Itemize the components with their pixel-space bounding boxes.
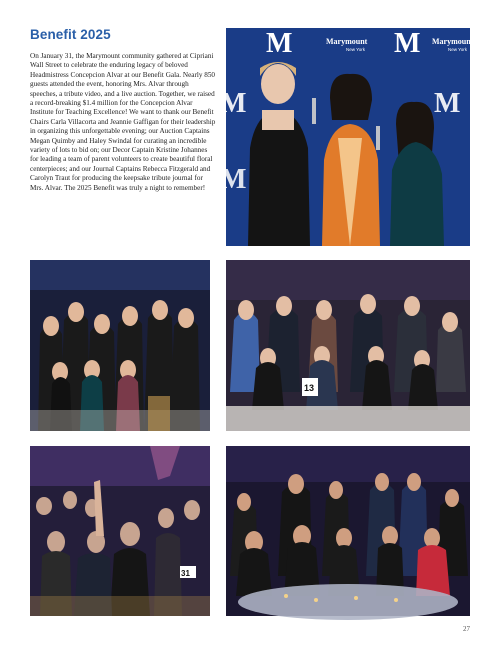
page-number: 27: [463, 625, 470, 633]
photo-table-group: [226, 446, 470, 616]
backdrop-brand-1: Marymount: [326, 37, 368, 46]
page-title: Benefit 2025: [30, 27, 111, 42]
backdrop-brand-2: Marymount: [432, 37, 474, 46]
photo-honoree-group: [220, 28, 474, 246]
photo-auction-crowd-art: [30, 446, 210, 616]
photo-parents-table-art: [226, 260, 470, 431]
svg-text:M: M: [434, 88, 461, 119]
photo-alumnae-group: [30, 260, 210, 431]
backdrop-logo-2: M: [394, 28, 421, 59]
backdrop-brand-sub-1: New York: [346, 47, 366, 52]
photo-table-group-art: [226, 446, 470, 616]
table-number-card-31: 31: [181, 569, 190, 578]
svg-text:M: M: [220, 88, 247, 119]
photo-auction-crowd: [30, 446, 210, 616]
backdrop-brand-sub-2: New York: [448, 47, 468, 52]
backdrop-logo-1: M: [266, 28, 293, 59]
photo-parents-table: [226, 260, 470, 431]
article-body: On January 31, the Marymount community gathered at Cipriani Wall Street to celebrate the enduring legacy of beloved Headmistress Concepcion Alvar at our Benefit Gala. Nearly 850 guests attended the event, honoring Mrs. Alvar through speeches, a tribute video, and a live auction. Together, we raised a record-breaking $1.4 million for the Concepcion Alvar Institute for Teaching Excellence! We want to thank our Benefit Chairs Carla Villacorta and Jeannie Gaffigan for their leadership in organizing this unforgettable evening; our Auction Captains Megan Quimby and Haley Swindal for curating an incredible variety of lots to bid on; our Decor Captain Kristine Johannes for leading a team of parent volunteers to create beautiful floral centerpieces; and our Journal Captains Rebecca Fitzgerald and Carolyn Traut for producing the keepsake tribute journal for Mrs. Alvar. The 2025 Benefit was truly a night to remember!: [30, 52, 216, 192]
photo-alumnae-group-art: [30, 260, 210, 431]
table-number-card-13: 13: [304, 383, 315, 393]
svg-text:M: M: [220, 164, 247, 195]
photo-honoree-group-art: [220, 28, 474, 246]
